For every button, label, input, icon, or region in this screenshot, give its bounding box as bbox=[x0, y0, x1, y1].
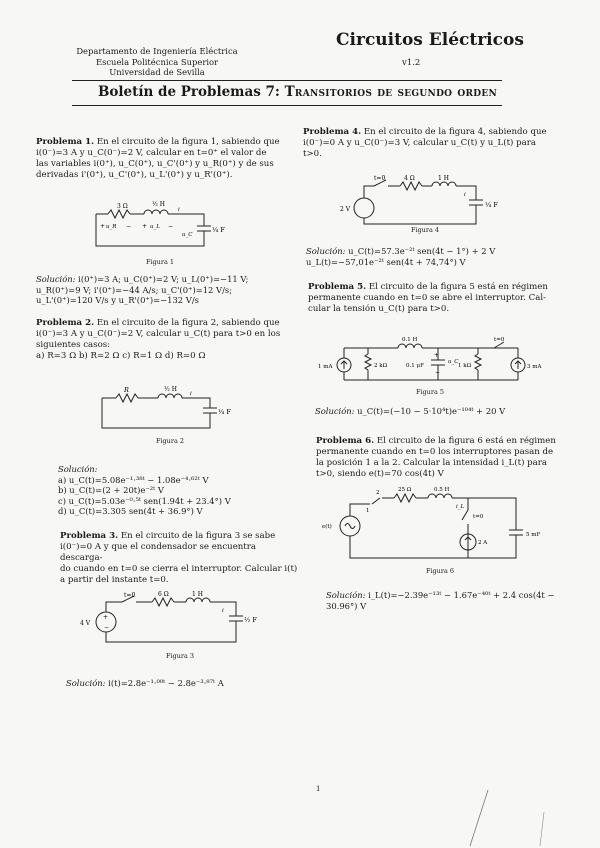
course-title: Circuitos Eléctricos bbox=[336, 30, 524, 50]
resistor-symbol bbox=[394, 494, 416, 502]
solution-line: c) u_C(t)=5.03e⁻⁰·⁵ᵗ sen(1.94t + 23.4°) V bbox=[58, 495, 231, 506]
f6-isrc-label: 2 A bbox=[478, 540, 488, 546]
problem-2-line: i(0⁻)=3 A y u_C(0⁻)=2 V, calcular u_C(t) para t>0 en los bbox=[36, 329, 281, 339]
problem-1-title: Problema 1. bbox=[36, 137, 95, 147]
sheet-title bbox=[98, 84, 497, 100]
problem-4-line: i(0⁻)=0 A y u_C(0⁻)=3 V, calcular u_C(t) y u_L(t) para bbox=[303, 138, 536, 148]
f4-current-label: i bbox=[464, 192, 466, 198]
problem-6-line: la posición 1 a la 2. Calcular la intensidad i_L(t) para bbox=[316, 458, 548, 468]
problem-3-line: a partir del instante t=0. bbox=[60, 575, 169, 585]
school-line: Escuela Politécnica Superior bbox=[95, 56, 219, 67]
inductor-symbol bbox=[398, 344, 422, 348]
figure-5-circuit bbox=[318, 336, 548, 386]
solution-label: Solución: bbox=[306, 246, 346, 256]
problem-4-title: Problema 4. bbox=[303, 127, 362, 137]
svg-text:+: + bbox=[103, 614, 109, 621]
inductor-symbol bbox=[144, 210, 168, 214]
capacitor-symbol bbox=[197, 226, 211, 231]
solution-label: Solución: bbox=[326, 590, 366, 600]
f4-resistor-label: 4 Ω bbox=[404, 175, 415, 182]
f4-inductor-label: 1 H bbox=[438, 175, 449, 182]
svg-text:−: − bbox=[435, 369, 441, 376]
sheet-title-prefix: Boletín de Problemas 7: bbox=[98, 84, 285, 100]
problem-6-line: El circuito de la figura 6 está en régimen bbox=[376, 436, 556, 446]
problem-5-line: permanente cuando en t=0 se abre el interruptor. Cal- bbox=[308, 293, 547, 303]
solution-line: i(0⁺)=3 A; u_C(0⁺)=2 V; u_L(0⁺)=−11 V; bbox=[78, 274, 249, 284]
f6-switch-label: t=0 bbox=[473, 514, 484, 520]
f5-inductor-label: 0.1 H bbox=[402, 337, 418, 343]
svg-text:−: − bbox=[168, 223, 174, 230]
resistor-symbol bbox=[475, 354, 481, 370]
problem-2-line: En el circuito de la figura 2, sabiendo que bbox=[96, 318, 280, 328]
capacitor-symbol bbox=[509, 530, 523, 535]
f3-resistor-label: 6 Ω bbox=[158, 591, 169, 598]
f1-uc-label: u_C bbox=[182, 232, 193, 238]
f2-inductor-label: ½ H bbox=[164, 386, 177, 393]
resistor-symbol bbox=[400, 182, 422, 190]
figure-2-circuit bbox=[98, 386, 231, 436]
figure-6-circuit bbox=[322, 486, 546, 566]
solution-line: b) u_C(t)=(2 + 20t)e⁻²ᵗ V bbox=[58, 485, 164, 495]
problem-2-solution bbox=[58, 464, 288, 517]
problem-3-line: i(0⁻)=0 A y que el condensador se encuentra descarga- bbox=[60, 542, 256, 563]
problem-3-line: do cuando en t=0 se cierra el interruptor. Calcular i(t) bbox=[60, 564, 298, 574]
f3-source-label: 4 V bbox=[80, 620, 91, 627]
capacitor-symbol bbox=[469, 200, 483, 205]
solution-line: u_L(t)=−57,01e⁻²ᵗ sen(4t + 74,74°) V bbox=[306, 256, 466, 267]
problem-4-statement bbox=[303, 127, 548, 160]
figure-3-caption: Figura 3 bbox=[165, 652, 195, 660]
sheet-title-topic: Transitorios de segundo orden bbox=[284, 84, 498, 100]
solution-line: a) u_C(t)=5.08e⁻¹·³⁸ᵗ − 1.08e⁻⁴·⁶²ᵗ V bbox=[58, 474, 209, 485]
problem-6-line: t>0, siendo e(t)=70 cos(4t) V bbox=[316, 469, 444, 479]
problem-4-line: En el circuito de la figura 4, sabiendo que bbox=[363, 127, 547, 137]
page-number: 1 bbox=[316, 785, 321, 793]
f3-capacitor-label: ½ F bbox=[244, 616, 257, 624]
solution-line: i_L(t)=−2.39e⁻¹³ᵗ − 1.67e⁻⁴⁰ᵗ + 2.4 cos(4t − bbox=[368, 590, 555, 600]
problem-6-title: Problema 6. bbox=[316, 436, 375, 446]
svg-text:+: + bbox=[142, 223, 148, 230]
problem-4-line: t>0. bbox=[303, 149, 322, 159]
solution-label: Solución: bbox=[315, 406, 355, 416]
f6-source-label: e(t) bbox=[322, 524, 332, 530]
inductor-symbol bbox=[428, 494, 452, 498]
voltage-source-symbol bbox=[354, 198, 374, 218]
f1-inductor-label: ½ H bbox=[152, 201, 165, 208]
f4-capacitor-label: ¼ F bbox=[485, 201, 498, 209]
f5-source1-label: 1 mA bbox=[318, 364, 333, 370]
problem-5-line: El circuito de la figura 5 está en régimen bbox=[368, 282, 548, 292]
solution-line: u_C(t)=(−10 − 5·10⁴t)e⁻¹⁰⁴ᵗ + 20 V bbox=[357, 406, 506, 416]
f4-source-label: 2 V bbox=[340, 206, 351, 213]
problem-6-statement bbox=[316, 436, 561, 480]
solution-label: Solución: bbox=[58, 464, 98, 474]
f2-current-label: i bbox=[190, 391, 192, 397]
inductor-symbol bbox=[158, 394, 182, 398]
f6-inductor-label: 0.5 H bbox=[434, 487, 450, 493]
header-rule-top bbox=[72, 80, 502, 81]
solution-label: Solución: bbox=[66, 678, 106, 688]
f1-resistor-label: 3 Ω bbox=[117, 203, 128, 210]
problem-3-line: En el circuito de la figura 3 se sabe bbox=[120, 531, 276, 541]
f4-switch-label: t=0 bbox=[374, 175, 386, 182]
f2-resistor-label: R bbox=[124, 386, 129, 394]
svg-text:−: − bbox=[104, 624, 110, 631]
resistor-symbol bbox=[116, 394, 138, 402]
switch-symbol bbox=[462, 510, 468, 520]
university-line: Universidad de Sevilla bbox=[109, 67, 205, 77]
solution-line: d) u_C(t)=3.305 sen(4t + 36.9°) V bbox=[58, 506, 203, 516]
problem-1-solution bbox=[36, 274, 286, 306]
f5-r2-label: 1 kΩ bbox=[458, 363, 472, 369]
problem-3-title: Problema 3. bbox=[60, 531, 119, 541]
f1-ul-label: u_L bbox=[150, 224, 160, 230]
figure-4-caption: Figura 4 bbox=[410, 226, 440, 234]
problem-5-solution bbox=[315, 406, 555, 417]
problem-1-line: derivadas i'(0⁺), u_C'(0⁺), u_L'(0⁺) y u_R'(0⁺). bbox=[36, 170, 233, 180]
problem-5-title: Problema 5. bbox=[308, 282, 367, 292]
f1-ur-label: u_R bbox=[106, 224, 117, 230]
f3-inductor-label: 1 H bbox=[192, 591, 203, 598]
version-label: v1.2 bbox=[402, 58, 421, 68]
f6-pos2-label: 2 bbox=[376, 490, 380, 496]
department-block bbox=[72, 46, 242, 78]
resistor-symbol bbox=[365, 354, 371, 370]
problem-4-solution bbox=[306, 246, 556, 267]
f3-current-label: i bbox=[222, 608, 224, 614]
f5-switch-label: t=0 bbox=[494, 337, 505, 343]
problem-1-statement bbox=[36, 137, 281, 181]
problem-1-line: En el circuito de la figura 1, sabiendo que bbox=[96, 137, 280, 147]
problem-5-statement bbox=[308, 282, 553, 315]
problem-5-line: cular la tensión u_C(t) para t>0. bbox=[308, 304, 450, 314]
problem-1-line: i(0⁻)=3 A y u_C(0⁻)=2 V, calcular en t=0⁺ el valor de bbox=[36, 148, 267, 158]
svg-text:+: + bbox=[100, 223, 106, 230]
solution-label: Solución: bbox=[36, 274, 76, 284]
problem-6-line: permanente cuando en t=0 los interruptores pasan de bbox=[316, 447, 554, 457]
problem-6-solution bbox=[326, 590, 566, 611]
f5-uc-label: u_C bbox=[448, 359, 459, 365]
svg-text:−: − bbox=[126, 223, 132, 230]
problem-1-line: las variables i(0⁺), u_C(0⁺), u_C'(0⁺) y u_R(0⁺) y de sus bbox=[36, 159, 274, 169]
resistor-symbol bbox=[152, 598, 174, 606]
f1-capacitor-label: ¼ F bbox=[212, 226, 225, 234]
f5-capacitor-label: 0.1 μF bbox=[406, 363, 424, 369]
problem-2-title: Problema 2. bbox=[36, 318, 95, 328]
capacitor-symbol bbox=[203, 408, 217, 413]
figure-4-circuit bbox=[340, 175, 502, 232]
capacitor-symbol bbox=[431, 360, 445, 365]
f6-pos1-label: 1 bbox=[366, 508, 370, 514]
solution-line: u_L'(0⁺)=120 V/s y u_R'(0⁺)=−132 V/s bbox=[36, 295, 199, 305]
figure-1-circuit bbox=[92, 200, 225, 256]
figure-5-caption: Figura 5 bbox=[415, 388, 445, 396]
f5-source2-label: 3 mA bbox=[527, 364, 542, 370]
problem-2-line: a) R=3 Ω b) R=2 Ω c) R=1 Ω d) R=0 Ω bbox=[36, 351, 206, 361]
f5-r1-label: 2 kΩ bbox=[374, 363, 388, 369]
f2-capacitor-label: ¼ F bbox=[218, 408, 231, 416]
problem-3-solution bbox=[66, 678, 296, 689]
f1-current-label: i bbox=[178, 207, 180, 213]
header-rule-bottom bbox=[72, 105, 502, 106]
solution-line: u_R(0⁺)=9 V; i'(0⁺)=−44 A/s; u_C'(0⁺)=12 V/s; bbox=[36, 284, 233, 295]
svg-text:+: + bbox=[434, 352, 440, 359]
figure-1-caption: Figura 1 bbox=[145, 258, 175, 266]
switch-symbol bbox=[372, 498, 380, 504]
problem-3-statement bbox=[60, 531, 298, 586]
capacitor-symbol bbox=[229, 616, 243, 621]
f6-resistor-label: 25 Ω bbox=[398, 487, 412, 493]
figure-2-caption: Figura 2 bbox=[155, 437, 185, 445]
inductor-symbol bbox=[186, 598, 210, 602]
solution-line: u_C(t)=57.3e⁻²ᵗ sen(4t − 1°) + 2 V bbox=[348, 246, 496, 256]
f6-capacitor-label: 5 mF bbox=[526, 532, 541, 538]
problem-2-statement bbox=[36, 318, 286, 362]
resistor-symbol bbox=[108, 210, 130, 218]
solution-line: i(t)=2.8e⁻¹·⁰⁰ᵗ − 2.8e⁻³·⁸⁷ᵗ A bbox=[108, 678, 224, 688]
solution-line: 30.96°) V bbox=[326, 600, 367, 611]
figure-3-circuit bbox=[80, 591, 257, 652]
f3-switch-label: t=0 bbox=[124, 592, 136, 599]
department-line: Departamento de Ingeniería Eléctrica bbox=[76, 46, 238, 56]
inductor-symbol bbox=[432, 182, 456, 186]
f6-il-label: i_L bbox=[456, 504, 465, 510]
figure-6-caption: Figura 6 bbox=[425, 567, 455, 575]
problem-2-line: siguientes casos: bbox=[36, 340, 111, 350]
